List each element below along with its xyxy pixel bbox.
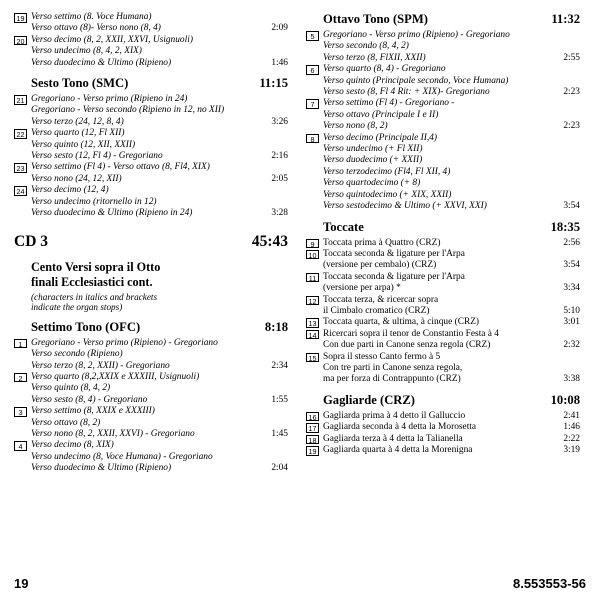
track-line [323, 87, 580, 98]
track-title: Con tre parti in Canone senza regola, [323, 362, 463, 373]
track-number: 12 [306, 296, 319, 306]
track-line [323, 411, 580, 422]
track-body [323, 329, 580, 352]
track-body [323, 30, 580, 64]
track-title: Verso undecimo (+ Fl XII) [323, 144, 423, 155]
track-duration: 3:01 [563, 317, 580, 328]
section-duration: 18:35 [550, 219, 580, 234]
track-line [31, 361, 288, 372]
track-title: Verso ottavo (Principale I e II) [323, 109, 439, 120]
track-title: Verso secondo (Ripieno) [31, 349, 123, 360]
track-title: Verso undecimo (8, 4, 2, XIX) [31, 46, 142, 57]
track-duration: 3:28 [271, 208, 288, 219]
track-body [323, 411, 580, 422]
track-title: il Cimbalo cromatico (CRZ) [323, 305, 430, 316]
track-title: Verso terzodecimo (Fl4, Fl XII, 4) [323, 166, 451, 177]
track-title: Verso sesto (8, Fl 4 Rit: + XIX)- Gregoriano [323, 87, 490, 98]
track-title: Verso duodecimo (+ XXII) [323, 155, 423, 166]
track-line [323, 64, 580, 75]
track-body [323, 272, 580, 295]
track-line [323, 306, 580, 317]
track-row [306, 249, 580, 272]
track-line [31, 151, 288, 162]
track-title: Verso undecimo (8, Voce Humana) - Gregoriano [31, 451, 213, 462]
track-title: Verso quartodecimo (+ 8) [323, 178, 421, 189]
track-duration: 2:55 [563, 52, 580, 63]
track-line [323, 155, 580, 166]
track-title: Verso settimo (8. Voce Humana) [31, 12, 152, 22]
track-line [323, 374, 580, 385]
track-duration: 3:34 [563, 283, 580, 294]
track-title: Verso nono (8, 2) [323, 121, 388, 132]
track-line [31, 349, 288, 360]
track-title: Verso duodecimo & Ultimo (Ripieno in 24) [31, 208, 193, 219]
section-heading-gagliarde [323, 393, 580, 408]
page-number: 19 [14, 576, 29, 591]
track-line [323, 260, 580, 271]
track-line [31, 197, 288, 208]
track-title: Verso decimo (Principale II,4) [323, 132, 438, 143]
track-line [323, 422, 580, 433]
cd-label: CD 3 [14, 232, 49, 250]
track-line [323, 53, 580, 64]
section-heading-settimo-tono [31, 320, 288, 335]
track-line [323, 317, 580, 328]
track-title: Verso quinto (8, 4, 2) [31, 383, 111, 394]
track-row [306, 238, 580, 249]
track-row [14, 128, 288, 162]
track-duration: 1:46 [271, 57, 288, 68]
track-duration: 1:45 [271, 428, 288, 439]
track-body [323, 317, 580, 328]
track-line [31, 429, 288, 440]
track-title: Gagliarda quarta à 4 detta la Morenigna [323, 445, 473, 455]
track-line [323, 167, 580, 178]
track-duration: 2:56 [563, 237, 580, 248]
track-duration: 2:05 [271, 173, 288, 184]
track-title: Verso sestodecimo & Ultimo (+ XXVI, XXI) [323, 201, 487, 212]
track-body [31, 12, 288, 35]
track-duration: 1:55 [271, 394, 288, 405]
track-row [14, 185, 288, 219]
track-row [306, 133, 580, 213]
section-title: Gagliarde (CRZ) [323, 392, 415, 407]
track-title: Verso duodecimo & Ultimo (Ripieno) [31, 463, 172, 474]
work-title-line-2: finali Ecclesiastici cont. [31, 275, 153, 289]
track-title: Verso undecimo (ritornello in 12) [31, 196, 157, 207]
track-row [14, 162, 288, 185]
section-duration: 10:08 [550, 392, 580, 407]
track-row [306, 422, 580, 433]
track-line [31, 185, 288, 196]
track-body [323, 434, 580, 445]
track-row [14, 406, 288, 440]
track-line [31, 35, 288, 46]
track-row [306, 434, 580, 445]
track-title: Toccata quarta, & ultima, à cinque (CRZ) [323, 317, 480, 328]
track-number: 21 [14, 95, 27, 105]
section-heading-ottavo-tono [323, 12, 580, 27]
track-line [323, 178, 580, 189]
track-title: Verso terzo (8, 2, XXII) - Gregoriano [31, 360, 170, 371]
track-body [323, 445, 580, 456]
track-title: Gagliarda prima à 4 detto il Galluccio [323, 410, 466, 421]
track-number: 23 [14, 163, 27, 173]
track-row [14, 372, 288, 406]
track-title: ma per forza di Contrappunto (CRZ) [323, 374, 461, 385]
track-title: Verso sesto (12, Fl 4) - Gregoriano [31, 151, 163, 162]
track-line [323, 201, 580, 212]
track-line [31, 383, 288, 394]
track-title: (versione per cembalo) (CRZ) [323, 260, 437, 271]
right-column [306, 12, 580, 552]
track-body [31, 162, 288, 185]
section-duration: 8:18 [264, 319, 288, 334]
track-duration: 3:26 [271, 116, 288, 127]
track-line [323, 98, 580, 109]
track-line [31, 58, 288, 69]
track-number: 18 [306, 435, 319, 445]
track-title: Con due parti in Canone senza regola (CRZ) [323, 340, 491, 351]
track-body [31, 372, 288, 406]
work-title-line-1: Cento Versi sopra il Otto [31, 259, 161, 274]
track-number: 10 [306, 250, 319, 260]
track-title: Verso duodecimo & Ultimo (Ripieno) [31, 57, 172, 68]
track-title: Verso quarto (8,2,XXIX e XXXIII, Usignuoli) [31, 371, 200, 382]
track-number: 7 [306, 99, 319, 109]
track-line [31, 162, 288, 173]
track-title: Gagliarda terza à 4 detta la Talianella [323, 433, 463, 444]
track-row [306, 329, 580, 352]
track-duration: 2:04 [271, 463, 288, 474]
track-title: Verso decimo (12, 4) [31, 185, 109, 196]
track-number: 11 [306, 273, 319, 283]
track-number: 8 [306, 134, 319, 144]
track-row [306, 30, 580, 64]
track-line [31, 418, 288, 429]
track-title: Verso ottavo (8)- Verso nono (8, 4) [31, 23, 161, 34]
track-number: 14 [306, 330, 319, 340]
track-number: 20 [14, 36, 27, 46]
track-row [14, 440, 288, 474]
track-duration: 2:41 [563, 410, 580, 421]
track-number: 3 [14, 407, 27, 417]
track-line [31, 117, 288, 128]
track-line [31, 338, 288, 349]
track-duration: 2:23 [563, 121, 580, 132]
track-title: Verso nono (8, 2, XXII, XXVI) - Gregoriano [31, 428, 195, 439]
track-duration: 2:34 [271, 360, 288, 371]
track-body [323, 238, 580, 249]
track-line [323, 340, 580, 351]
track-title: Verso quarto (12, Fl XII) [31, 128, 125, 139]
track-title: Verso sesto (8, 4) - Gregoriano [31, 394, 148, 405]
track-number: 15 [306, 353, 319, 363]
track-row [306, 98, 580, 132]
track-duration: 3:19 [563, 445, 580, 455]
track-body [323, 295, 580, 318]
track-line [31, 208, 288, 219]
track-duration: 2:09 [271, 23, 288, 34]
track-title: Verso ottavo (8, 2) [31, 417, 101, 428]
track-title: Verso terzo (24, 12, 8, 4) [31, 116, 124, 127]
track-line [323, 133, 580, 144]
track-body [323, 98, 580, 132]
track-title: Gregoriano - Verso primo (Ripieno) - Gregoriano [323, 30, 510, 40]
track-line [323, 76, 580, 87]
track-row [306, 352, 580, 386]
track-body [323, 133, 580, 213]
track-row [306, 445, 580, 456]
left-top-track-list [14, 12, 288, 69]
track-title: Gregoriano - Verso primo (Ripieno in 24) [31, 94, 188, 105]
track-line [31, 23, 288, 34]
track-title: Toccata terza, & ricercar sopra [323, 294, 439, 305]
ottavo-tono-track-list [306, 30, 580, 213]
track-line [323, 121, 580, 132]
track-row [14, 12, 288, 35]
track-title: Sopra il stesso Canto fermo à 5 [323, 351, 441, 362]
page-footer [14, 576, 586, 591]
track-duration: 2:16 [271, 151, 288, 162]
track-line [31, 46, 288, 57]
track-line [323, 190, 580, 201]
track-duration: 2:23 [563, 87, 580, 98]
track-line [323, 144, 580, 155]
track-line [323, 283, 580, 294]
track-line [31, 174, 288, 185]
track-body [323, 422, 580, 433]
work-note-line-1: (characters in italics and brackets [31, 291, 158, 302]
track-body [323, 64, 580, 98]
section-title: Ottavo Tono (SPM) [323, 12, 428, 26]
track-title: Verso quarto (8, 4) - Gregoriano [323, 64, 446, 75]
track-line [323, 445, 580, 456]
track-title: Verso decimo (8, 2, XXII, XXVI, Usignuoli) [31, 34, 193, 45]
track-body [31, 440, 288, 474]
track-title: Verso secondo (8, 4, 2) [323, 41, 409, 52]
track-number: 24 [14, 186, 27, 196]
track-line [31, 94, 288, 105]
track-title: Gregoriano - Verso secondo (Ripieno in 12, no XII) [31, 105, 225, 116]
track-body [31, 406, 288, 440]
track-duration: 5:10 [563, 305, 580, 316]
track-title: Toccata seconda & ligature per l'Arpa [323, 248, 465, 259]
track-row [306, 64, 580, 98]
track-body [31, 94, 288, 128]
track-body [31, 185, 288, 219]
track-number: 5 [306, 31, 319, 41]
track-title: Verso quinto (12, XII, XXII) [31, 139, 136, 150]
track-title: Gagliarda seconda à 4 detta la Morosetta [323, 422, 477, 433]
track-title: Verso quinto (Principale secondo, Voce Humana) [323, 75, 509, 86]
track-title: Verso nono (24, 12, XII) [31, 173, 122, 184]
track-line [323, 41, 580, 52]
track-duration: 2:22 [563, 433, 580, 444]
track-number: 19 [14, 13, 27, 23]
track-line [323, 295, 580, 306]
track-line [323, 434, 580, 445]
track-row [306, 272, 580, 295]
track-title: (versione per arpa) * [323, 283, 401, 294]
track-line [323, 110, 580, 121]
track-line [31, 463, 288, 474]
cd-duration: 45:43 [251, 232, 288, 250]
track-body [31, 128, 288, 162]
section-title: Toccate [323, 219, 364, 234]
track-number: 13 [306, 318, 319, 328]
track-line [31, 12, 288, 23]
gagliarde-track-list [306, 411, 580, 457]
track-line [31, 406, 288, 417]
track-duration: 3:54 [563, 201, 580, 212]
track-line [323, 30, 580, 41]
track-number: 2 [14, 373, 27, 383]
track-line [323, 329, 580, 340]
track-duration: 1:46 [563, 422, 580, 433]
cd-heading [14, 233, 288, 251]
track-number: 6 [306, 65, 319, 75]
track-body [323, 249, 580, 272]
track-line [31, 440, 288, 451]
track-duration: 2:32 [563, 340, 580, 351]
track-body [323, 352, 580, 386]
track-number: 9 [306, 239, 319, 249]
track-row [306, 295, 580, 318]
track-title: Verso settimo (Fl 4) - Gregoriano - [323, 98, 455, 109]
track-row [306, 317, 580, 328]
section-duration: 11:15 [259, 76, 288, 91]
track-title: Verso decimo (8, XIX) [31, 440, 114, 451]
track-row [14, 94, 288, 128]
track-row [14, 35, 288, 69]
work-note-line-2: indicate the organ stops) [31, 302, 123, 313]
section-heading-sesto-tono [31, 76, 288, 91]
section-heading-toccate [323, 220, 580, 235]
track-line [31, 140, 288, 151]
track-duration: 3:38 [563, 374, 580, 385]
track-title: Verso settimo (Fl 4) - Verso ottavo (8, Fl4, XIX) [31, 162, 210, 173]
track-number: 1 [14, 339, 27, 349]
track-row [14, 338, 288, 372]
settimo-tono-track-list [14, 338, 288, 475]
track-number: 19 [306, 446, 319, 456]
track-line [31, 452, 288, 463]
track-number: 4 [14, 441, 27, 451]
track-line [323, 249, 580, 260]
track-line [31, 372, 288, 383]
track-title: Verso settimo (8, XXIX e XXXIII) [31, 406, 155, 417]
track-number: 17 [306, 423, 319, 433]
track-body [31, 35, 288, 69]
track-line [31, 128, 288, 139]
track-line [31, 105, 288, 116]
section-duration: 11:32 [551, 12, 580, 26]
track-line [323, 238, 580, 249]
catalog-number: 8.553553-56 [512, 576, 586, 591]
track-title: Toccata seconda & ligature per l'Arpa [323, 271, 465, 282]
track-line [323, 363, 580, 374]
track-title: Ricercari sopra il tenor de Constantio Festa à 4 [323, 328, 499, 339]
track-number: 16 [306, 412, 319, 422]
track-title: Verso quintodecimo (+ XIX, XXII) [323, 189, 452, 200]
track-title: Gregoriano - Verso primo (Ripieno) - Gregoriano [31, 337, 218, 348]
section-title: Sesto Tono (SMC) [31, 76, 129, 91]
track-title: Toccata prima à Quattro (CRZ) [323, 237, 441, 248]
track-number: 22 [14, 129, 27, 139]
toccate-track-list [306, 238, 580, 386]
section-title: Settimo Tono (OFC) [31, 319, 141, 334]
track-body [31, 338, 288, 372]
sesto-tono-track-list [14, 94, 288, 219]
track-line [323, 352, 580, 363]
track-line [31, 395, 288, 406]
two-column-layout [14, 12, 586, 552]
track-title: Verso terzo (8, FlXII, XXII) [323, 52, 426, 63]
track-row [306, 411, 580, 422]
left-column [14, 12, 288, 552]
track-duration: 3:54 [563, 260, 580, 271]
track-line [323, 272, 580, 283]
